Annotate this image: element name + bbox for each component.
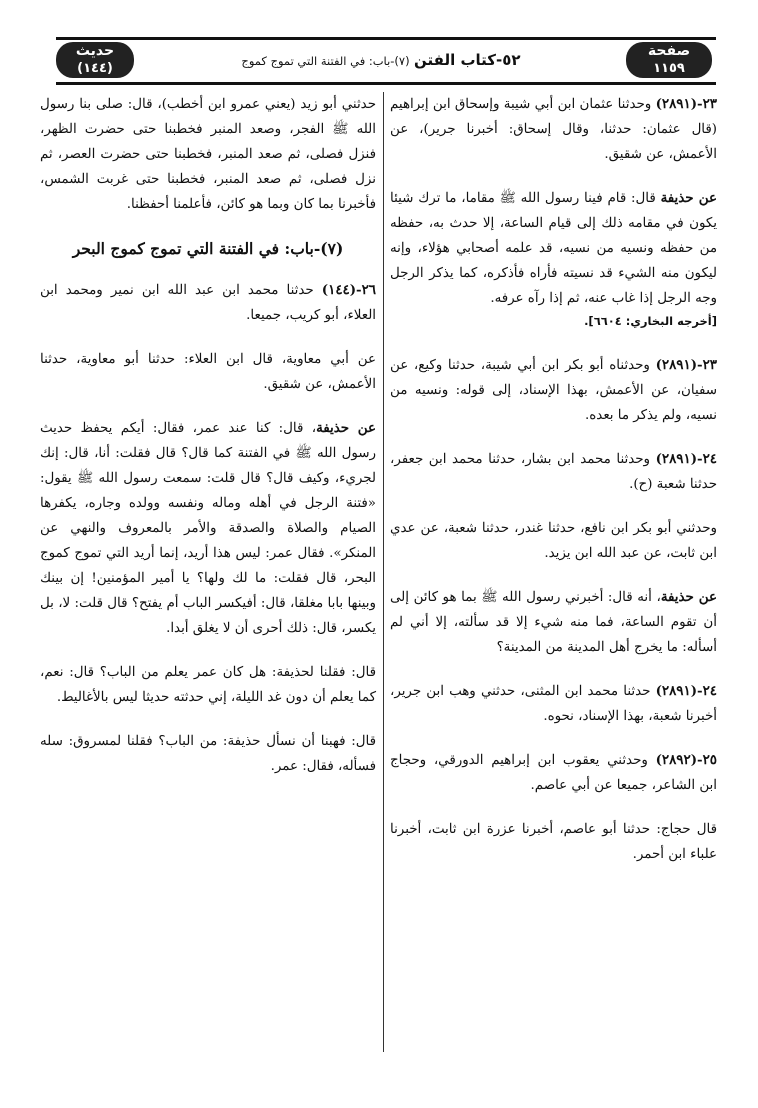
hadith-lead: ٢٤-(٢٨٩١) (655, 451, 717, 467)
hadith-paragraph (40, 729, 376, 779)
hadith-lead: عن حذيفة (316, 420, 376, 436)
hadith-text: حدثنا محمد ابن المثنى، حدثني وهب ابن جرير، أخبرنا شعبة، بهذا الإسناد، نحوه. (390, 684, 717, 724)
hadith-paragraph (40, 660, 376, 710)
hadith-paragraph (390, 353, 717, 428)
hadith-text: قال: قام فينا رسول الله ﷺ مقاما، ما ترك شيئا يكون في مقامه ذلك إلى قيام الساعة، إلا حدث به، حفظه من حفظه ونسيه من نسيه، قد علمه أصحابي هؤلاء، وإنه ليكون منه الشيء قد نسيته فأراه فأذكره، كما يذكر الرجل وجه الرجل إذا غاب عنه، ثم إذا رآه عرفه. (390, 191, 717, 306)
running-title (146, 43, 616, 77)
hadith-paragraph (40, 347, 376, 397)
hadith-lead: عن حذيفة (660, 589, 717, 605)
bab-title: (٧)-باب: في الفتنة التي تموج كموج (241, 54, 410, 68)
hadith-text: حدثني أبو زيد (يعني عمرو ابن أخطب)، قال: صلى بنا رسول الله ﷺ الفجر، وصعد المنبر فخطبنا حتى حضرت الظهر، فنزل فصلى، ثم صعد المنبر، فخطبنا حتى حضرت العصر، ثم نزل فصلى، ثم صعد المنبر، فخطبنا حتى غربت الشمس، فأخبرنا بما كان وبما هو كائن، فأعلمنا أحفظنا. (40, 97, 376, 212)
hadith-text: عن أبي معاوية، قال ابن العلاء: حدثنا أبو معاوية، حدثنا الأعمش، عن شقيق. (40, 352, 376, 392)
header-top-rule (56, 37, 716, 40)
hadith-text: وحدثني يعقوب ابن إبراهيم الدورقي، وحجاج ابن الشاعر، جميعا عن أبي عاصم. (390, 753, 717, 793)
hadith-paragraph (390, 585, 717, 660)
hadith-lead: ٢٤-(٢٨٩١) (655, 683, 717, 699)
hadith-text: وحدثني أبو بكر ابن نافع، حدثنا غندر، حدثنا شعبة، عن عدي ابن ثابت، عن عبد الله ابن يزيد. (390, 521, 717, 561)
hadith-lead: عن حذيفة (660, 190, 717, 206)
hadith-paragraph (390, 748, 717, 798)
hadith-paragraph (390, 679, 717, 729)
hadith-paragraph (390, 186, 717, 334)
right-column (390, 92, 717, 886)
hadith-text: وحدثنا عثمان ابن أبي شيبة وإسحاق ابن إبراهيم (قال عثمان: حدثنا، وقال إسحاق: أخبرنا جرير)، عن الأعمش، عن شقيق. (390, 97, 717, 162)
column-divider (383, 92, 384, 1052)
hadith-text: وحدثناه أبو بكر ابن أبي شيبة، حدثنا وكيع، عن سفيان، عن الأعمش، بهذا الإسناد، إلى قوله: ونسيه من نسيه، ولم يذكر ما بعده. (390, 358, 717, 423)
hadith-number: (١٤٤) (77, 61, 113, 76)
kitab-title: ٥٢-كتاب الفتن (414, 51, 521, 69)
hadith-paragraph (40, 278, 376, 328)
hadith-text: وحدثنا محمد ابن بشار، حدثنا محمد ابن جعفر، حدثنا شعبة (ح). (390, 452, 717, 492)
hadith-text: ، قال: كنا عند عمر، فقال: أيكم يحفظ حديث رسول الله ﷺ في الفتنة كما قال؟ قال فقلت: أنا، قال: إنك لجريء، وكيف قال؟ قال قلت: سمعت رسول الله ﷺ يقول: «فتنة الرجل في أهله وماله ونفسه وولده وجاره، يكفرها الصيام والصلاة والصدقة والأمر بالمعروف والنهي عن المنكر». فقال عمر: ليس هذا أريد، إنما أريد التي تموج كموج البحر، قال فقلت: ما لك ولها؟ يا أمير المؤمنين! إن بينك وبينها بابا مغلقا، قال: أفيكسر الباب أم يفتح؟ قال قلت: لا، بل يكسر، قال: ذلك أحرى أن لا يغلق أبدا. (40, 421, 376, 636)
hadith-paragraph (390, 817, 717, 867)
hadith-paragraph (40, 416, 376, 641)
header-bottom-rule (56, 82, 716, 85)
hadith-paragraph (390, 92, 717, 167)
page-number: ١١٥٩ (653, 61, 685, 76)
takhrij-note: [أخرجه البخاري: ٦٦٠٤]. (584, 314, 717, 328)
hadith-text: قال حجاج: حدثنا أبو عاصم، أخبرنا عزرة ابن ثابت، أخبرنا علباء ابن أحمر. (390, 822, 717, 862)
chapter-heading: (٧)-باب: في الفتنة التي تموج كموج البحر (72, 239, 344, 258)
page-header (56, 37, 716, 85)
hadith-lead: ٢٦-(١٤٤) (321, 282, 376, 298)
hadith-lead: ٢٥-(٢٨٩٢) (655, 752, 717, 768)
hadith-text: حدثنا محمد ابن عبد الله ابن نمير ومحمد ابن العلاء، أبو كريب، جميعا. (40, 283, 376, 323)
left-column-bottom (40, 278, 376, 779)
hadith-paragraph (390, 516, 717, 566)
hadith-label: حديث (75, 43, 115, 59)
hadith-number-box (56, 42, 134, 78)
left-column-top (40, 92, 376, 217)
hadith-text: ، أنه قال: أخبرني رسول الله ﷺ بما هو كائن إلى أن تقوم الساعة، فما منه شيء إلا قد سألته، إلا أني لم أسأله: ما يخرج أهل المدينة من المدينة؟ (390, 590, 717, 655)
left-column (40, 92, 376, 798)
hadith-text: قال: فهبنا أن نسأل حذيفة: من الباب؟ فقلنا لمسروق: سله فسأله، فقال: عمر. (40, 734, 376, 774)
hadith-lead: ٢٣-(٢٨٩١) (655, 96, 717, 112)
hadith-lead: ٢٣-(٢٨٩١) (655, 357, 717, 373)
page-label: صفحة (647, 43, 691, 59)
hadith-text: قال: فقلنا لحذيفة: هل كان عمر يعلم من الباب؟ قال: نعم، كما يعلم أن دون غد الليلة، إني حدثته حديثا ليس بالأغاليط. (40, 665, 376, 705)
hadith-paragraph (40, 92, 376, 217)
hadith-paragraph (390, 447, 717, 497)
page-number-box (626, 42, 712, 78)
